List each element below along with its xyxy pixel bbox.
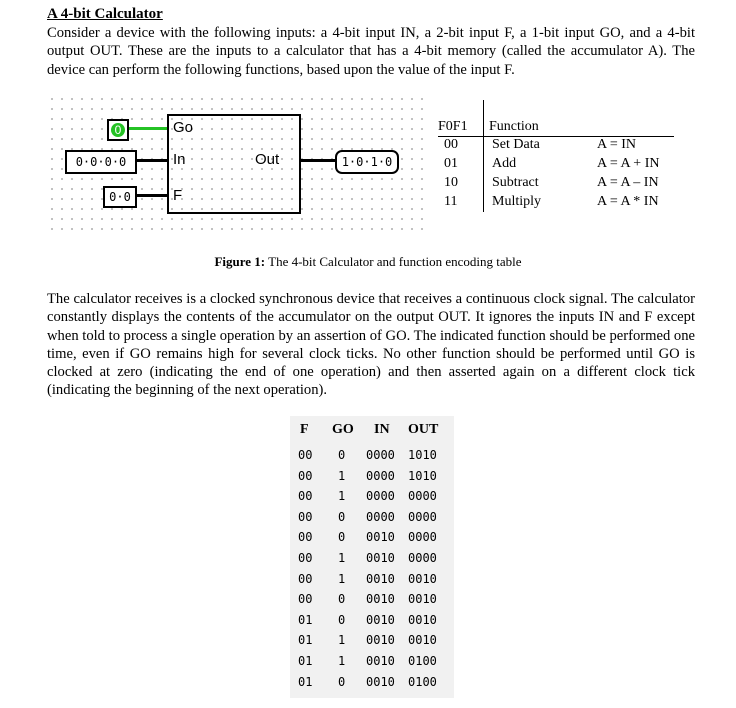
out-pin-label: Out (255, 151, 280, 168)
truth-cell-go: 0 (338, 448, 346, 462)
truth-cell-f: 00 (298, 551, 313, 565)
truth-cell-out: 0100 (408, 674, 437, 689)
document-title: A 4-bit Calculator (47, 6, 163, 22)
truth-cell-go: 0 (338, 674, 346, 689)
go-value: 0 (111, 123, 125, 137)
in-input-pin[interactable] (65, 150, 137, 174)
in-wire (135, 159, 167, 162)
out-output-pin (335, 150, 399, 174)
function-name: Add (492, 156, 517, 171)
truth-cell-f: 00 (298, 448, 313, 462)
out-wire (299, 159, 335, 162)
truth-cell-in: 0010 (366, 592, 395, 607)
truth-cell-in: 0010 (366, 654, 395, 668)
function-name: Multiply (492, 194, 542, 209)
f-pin-label: F (173, 187, 183, 204)
truth-table-header-out: OUT (408, 422, 439, 437)
in-value: 0·0·0·0 (75, 155, 127, 169)
truth-cell-f: 00 (298, 530, 313, 545)
out-value: 1·0·1·0 (341, 155, 393, 169)
go-input-pin[interactable] (107, 119, 129, 141)
truth-cell-out: 0000 (408, 509, 437, 524)
truth-cell-in: 0010 (366, 530, 395, 545)
truth-cell-f: 00 (298, 571, 313, 586)
truth-cell-out: 0010 (408, 571, 437, 586)
truth-cell-go: 1 (338, 571, 346, 586)
truth-cell-in: 0010 (366, 571, 395, 586)
truth-cell-f: 01 (298, 674, 313, 689)
truth-cell-in: 0010 (366, 551, 395, 565)
truth-cell-in: 0000 (366, 448, 395, 462)
truth-cell-out: 0000 (408, 489, 437, 504)
function-op: A = IN (597, 137, 637, 152)
truth-table-header-go: GO (332, 422, 354, 437)
truth-cell-in: 0000 (366, 468, 395, 483)
truth-cell-out: 0000 (408, 551, 437, 565)
truth-table-header-f: F (300, 422, 309, 437)
calculator-chip (167, 114, 301, 214)
function-table-header-rule (438, 136, 674, 137)
figure-caption (0, 254, 736, 270)
truth-cell-f: 00 (298, 509, 313, 524)
truth-cell-out: 0010 (408, 592, 437, 607)
f-value: 0·0 (109, 190, 131, 204)
truth-cell-go: 1 (338, 654, 346, 668)
truth-cell-out: 0000 (408, 530, 437, 545)
truth-cell-go: 0 (338, 612, 346, 627)
truth-cell-in: 0010 (366, 633, 395, 648)
truth-cell-go: 1 (338, 633, 346, 648)
truth-table-header-in: IN (374, 422, 390, 437)
function-code: 01 (444, 156, 458, 171)
function-name: Set Data (492, 137, 540, 152)
truth-table (290, 416, 454, 698)
truth-cell-go: 0 (338, 530, 346, 545)
truth-cell-f: 00 (298, 489, 313, 504)
truth-cell-in: 0000 (366, 509, 395, 524)
function-code: 11 (444, 194, 458, 209)
go-wire (127, 127, 167, 130)
truth-cell-go: 0 (338, 509, 346, 524)
truth-cell-out: 1010 (408, 468, 437, 483)
truth-cell-out: 0100 (408, 654, 437, 668)
figure-caption-text: The 4-bit Calculator and function encoding table (265, 254, 522, 269)
function-name: Subtract (492, 175, 539, 190)
truth-cell-in: 0000 (366, 489, 395, 504)
truth-cell-f: 01 (298, 654, 313, 668)
truth-cell-in: 0010 (366, 674, 395, 689)
truth-cell-in: 0010 (366, 612, 395, 627)
function-op: A = A * IN (597, 194, 659, 209)
truth-cell-out: 0010 (408, 633, 437, 648)
function-code: 00 (444, 137, 458, 152)
in-pin-label: In (173, 151, 186, 168)
function-op: A = A + IN (597, 156, 660, 171)
truth-cell-f: 00 (298, 468, 313, 483)
truth-cell-out: 1010 (408, 448, 437, 462)
truth-cell-go: 0 (338, 592, 346, 607)
truth-cell-f: 01 (298, 633, 313, 648)
function-op: A = A – IN (597, 175, 659, 190)
function-code: 10 (444, 175, 458, 190)
function-table-header-code: F0F1 (438, 119, 468, 134)
truth-cell-go: 1 (338, 468, 346, 483)
function-table-divider (483, 100, 484, 212)
f-wire (135, 194, 167, 197)
truth-cell-out: 0010 (408, 612, 437, 627)
intro-paragraph: Consider a device with the following inputs: a 4-bit input IN, a 2-bit input F, a 1-bit input GO, and a 4-bit output OUT. These are the inputs to a calculator that has a 4-bit memory (called the accumulator A). The device can perform the following functions, based upon the value of the input F. (47, 25, 695, 78)
figure-caption-label: Figure 1: (214, 254, 266, 269)
truth-cell-go: 1 (338, 551, 346, 565)
truth-cell-f: 00 (298, 592, 313, 607)
truth-cell-f: 01 (298, 612, 313, 627)
function-table-header-function: Function (489, 119, 539, 134)
truth-cell-go: 1 (338, 489, 346, 504)
calculator-circuit (47, 92, 423, 238)
description-paragraph: The calculator receives is a clocked synchronous device that receives a continuous clock signal. The calculator constantly displays the contents of the accumulator on the output OUT. It ignores the inputs IN and F except when told to process a single operation by an assertion of GO. The indicated function should be performed one time, even if GO remains high for several clock ticks. No other function should be performed until GO is clocked at zero (indicating the end of one operation) and then asserted again on a different clock tick (indicating the beginning of the next operation). (47, 291, 695, 399)
go-pin-label: Go (173, 119, 194, 136)
f-input-pin[interactable] (103, 186, 137, 208)
